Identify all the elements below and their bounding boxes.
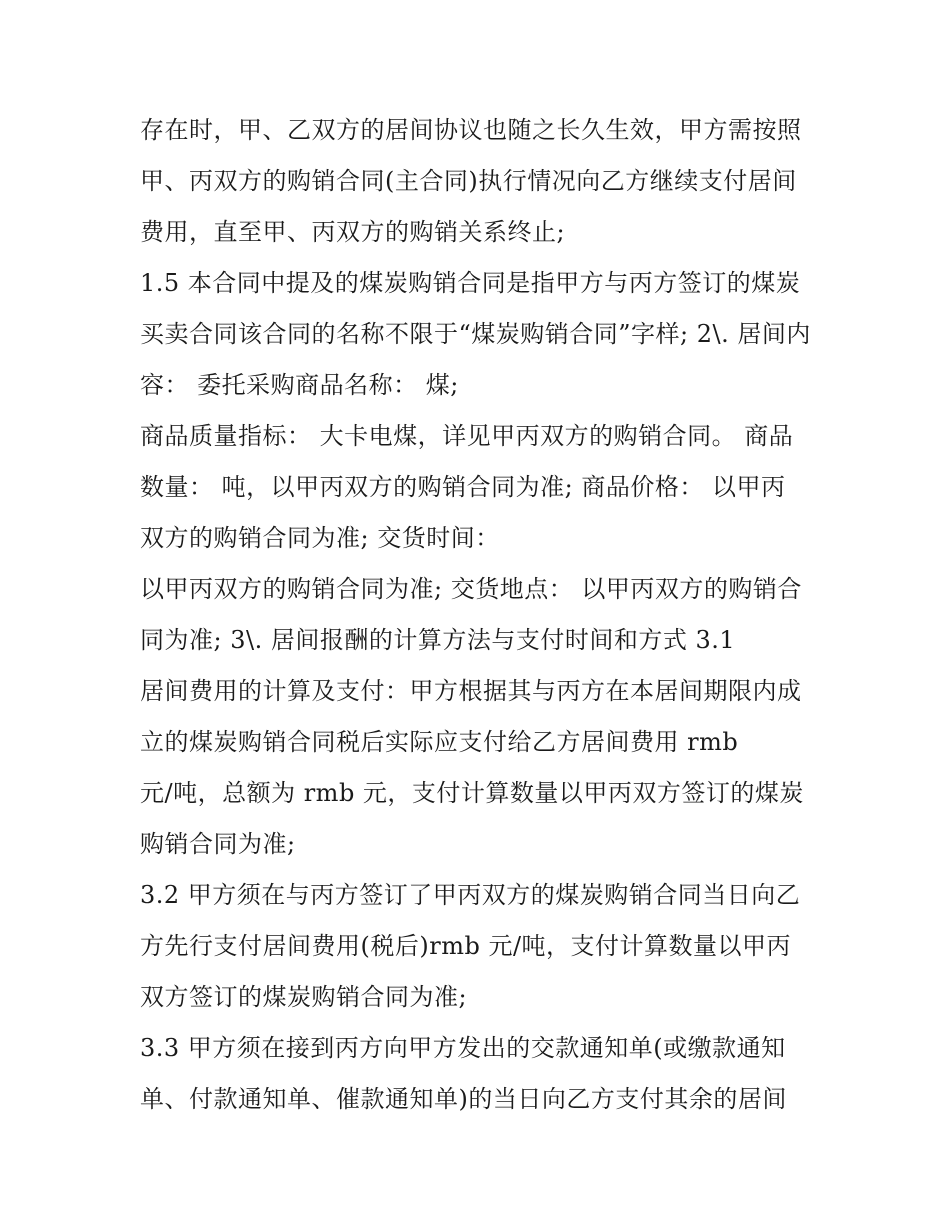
text-line: 费用，直至甲、丙双方的购销关系终止;: [140, 218, 566, 246]
text-line: 买卖合同该合同的名称不限于“煤炭购销合同”字样; 2\. 居间内: [140, 320, 811, 348]
text-line: 单、付款通知单、催款通知单)的当日向乙方支付其余的居间: [140, 1085, 787, 1113]
text-line: 3.2 甲方须在与丙方签订了甲丙双方的煤炭购销合同当日向乙: [140, 881, 801, 909]
text-line: 立的煤炭购销合同税后实际应支付给乙方居间费用 rmb: [140, 728, 739, 756]
text-line: 双方签订的煤炭购销合同为准;: [140, 983, 468, 1011]
text-line: 数量： 吨，以甲丙双方的购销合同为准; 商品价格： 以甲丙: [140, 473, 786, 501]
text-line: 同为准; 3\. 居间报酬的计算方法与支付时间和方式 3.1: [140, 626, 736, 654]
text-line: 1.5 本合同中提及的煤炭购销合同是指甲方与丙方签订的煤炭: [140, 269, 801, 297]
text-line: 容： 委托采购商品名称： 煤;: [140, 371, 459, 399]
text-line: 购销合同为准;: [140, 830, 296, 858]
text-line: 商品质量指标： 大卡电煤，详见甲丙双方的购销合同。 商品: [140, 422, 794, 450]
text-line: 存在时，甲、乙双方的居间协议也随之长久生效，甲方需按照: [140, 116, 802, 144]
text-line: 双方的购销合同为准; 交货时间：: [140, 524, 500, 552]
text-line: 以甲丙双方的购销合同为准; 交货地点： 以甲丙双方的购销合: [140, 575, 802, 603]
text-line: 元/吨，总额为 rmb 元，支付计算数量以甲丙双方签订的煤炭: [140, 779, 804, 807]
text-line: 甲、丙双方的购销合同(主合同)执行情况向乙方继续支付居间: [140, 167, 797, 195]
text-line: 居间费用的计算及支付：甲方根据其与丙方在本居间期限内成: [140, 677, 802, 705]
text-line: 3.3 甲方须在接到丙方向甲方发出的交款通知单(或缴款通知: [140, 1034, 786, 1062]
text-line: 方先行支付居间费用(税后)rmb 元/吨，支付计算数量以甲丙: [140, 932, 792, 960]
